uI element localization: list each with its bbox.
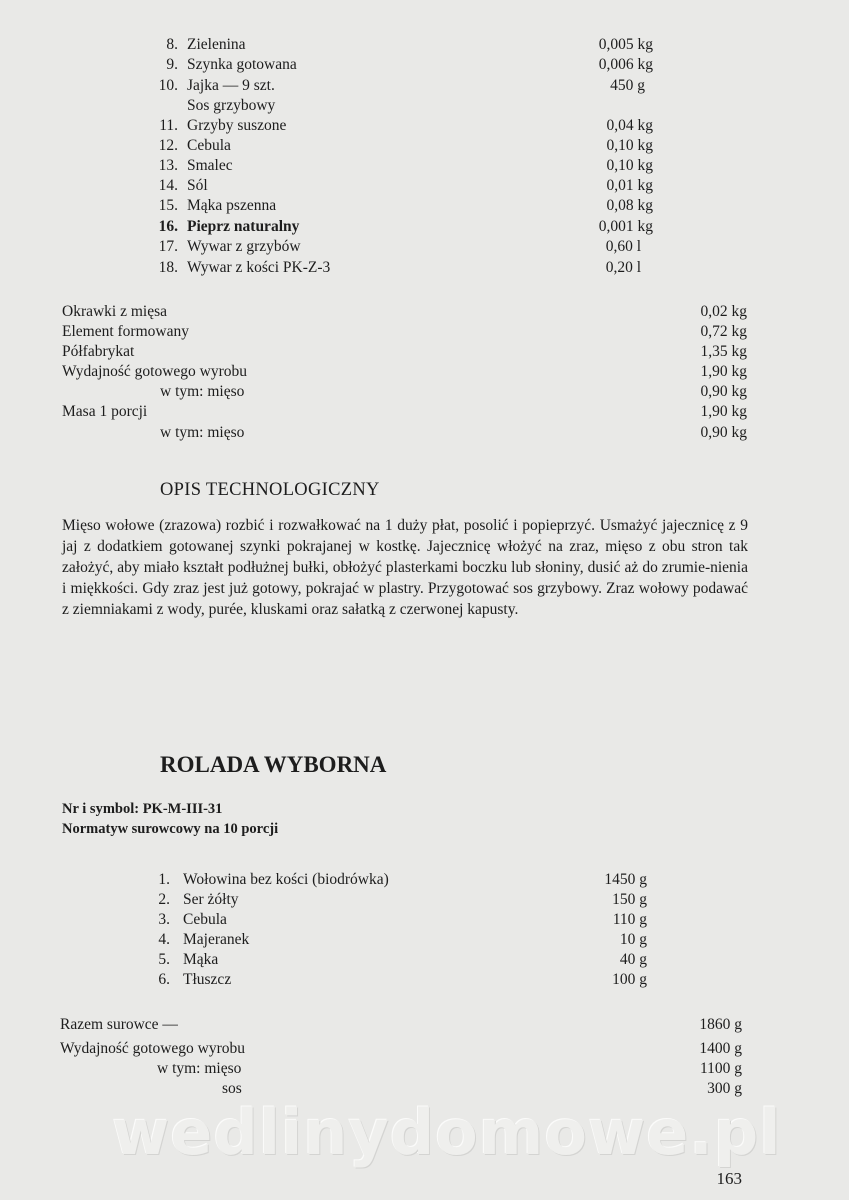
description-text: Mięso wołowe (zrazowa) rozbić i rozwałkować na 1 duży płat, posolić i popieprzyć. Usmażyć jajecznicę z 9 jaj z dodatkiem gotowanej szynki pokrajanej w kostkę. Jajecznicę włożyć na zraz, mięso z obu stron tak założyć, aby miało kształt podłużnej bułki, obłożyć plasterkami boczku lub słoniny, dusić aż do zrumie-nienia i miękkości. Gdy zraz jest już gotowy, pokrajać w plastry. Przygotować sos grzybowy. Zraz wołowy podawać z ziemniakami z wody, purée, kluskami oraz sałatką z czerwonej kapusty. (62, 517, 748, 618)
item-name: Cebula (187, 137, 231, 154)
item-number: 10. (158, 77, 178, 94)
summary-row (0, 322, 849, 342)
summary-value: 0,02 kg (700, 303, 747, 320)
summary-row (0, 302, 849, 322)
summary-value: 1,90 kg (700, 403, 747, 420)
item-quantity: 100 g (612, 971, 647, 988)
summary-value: 1,90 kg (700, 363, 747, 380)
item-name: Smalec (187, 157, 233, 174)
summary-value: 1,35 kg (700, 343, 747, 360)
summary-label: w tym: mięso (160, 383, 245, 400)
ingredient-row (0, 76, 849, 96)
item-name: Ser żółty (183, 891, 239, 908)
summary-label: sos (222, 1080, 242, 1097)
item-number: 16. (158, 218, 178, 235)
item-quantity: 0,001 kg (598, 218, 653, 235)
item-number: 11. (159, 117, 178, 134)
summary-row (0, 402, 849, 422)
summary-row (0, 423, 849, 443)
item-name: Tłuszcz (183, 971, 232, 988)
item-number: 12. (158, 137, 178, 154)
item-name: Majeranek (183, 931, 250, 948)
item-quantity: 0,006 kg (598, 56, 653, 73)
ingredient-row (0, 237, 849, 257)
item-quantity: 0,04 kg (606, 117, 653, 134)
summary-label: Wydajność gotowego wyrobu (62, 363, 248, 380)
summary-label: w tym: mięso (160, 424, 245, 441)
item-name: Pieprz naturalny (187, 218, 300, 235)
summary-row (0, 1059, 849, 1079)
item-name: Mąka (183, 951, 219, 968)
summary-row (0, 1015, 849, 1035)
item-name: Sól (187, 177, 208, 194)
item-name: Cebula (183, 911, 227, 928)
ingredient-row (0, 950, 849, 970)
summary-label: w tym: mięso (157, 1060, 242, 1077)
summary-value: 1100 g (699, 1060, 742, 1077)
item-quantity: 450 g (610, 77, 645, 94)
item-number: 18. (158, 259, 178, 276)
summary-row (0, 342, 849, 362)
ingredient-row (0, 217, 849, 237)
page-number: 163 (716, 1169, 742, 1188)
ingredient-row (0, 930, 849, 950)
item-number: 6. (158, 971, 170, 988)
item-name: Wołowina bez kości (biodrówka) (183, 871, 389, 888)
recipe-norm: Normatyw surowcowy na 10 porcji (62, 821, 279, 837)
item-number: 3. (158, 911, 170, 928)
item-name: Mąka pszenna (187, 197, 277, 214)
item-number: 4. (158, 931, 170, 948)
item-number: 13. (158, 157, 178, 174)
item-quantity: 10 g (619, 931, 647, 948)
summary-row (0, 362, 849, 382)
ingredient-row (0, 196, 849, 216)
item-number: 8. (166, 36, 178, 53)
ingredient-row (0, 258, 849, 278)
ingredient-row (0, 136, 849, 156)
technology-description (62, 515, 748, 620)
item-quantity: 0,08 kg (606, 197, 653, 214)
item-number: 15. (158, 197, 178, 214)
summary-label: Półfabrykat (62, 343, 135, 360)
summary-label: Razem surowce — (60, 1016, 178, 1033)
ingredient-row (0, 35, 849, 55)
item-name: Wywar z kości PK-Z-3 (187, 259, 331, 276)
summary-label: Okrawki z mięsa (62, 303, 168, 320)
ingredient-subheading (0, 96, 849, 116)
summary-value: 1860 g (699, 1016, 742, 1033)
item-number: 2. (158, 891, 170, 908)
summary-value: 0,90 kg (700, 383, 747, 400)
ingredient-row (0, 156, 849, 176)
item-quantity: 0,005 kg (598, 36, 653, 53)
item-quantity: 0,20 l (605, 259, 641, 276)
item-quantity: 0,10 kg (606, 137, 653, 154)
summary-label: Masa 1 porcji (62, 403, 148, 420)
ingredient-row (0, 55, 849, 75)
item-name: Zielenina (187, 36, 246, 53)
item-number: 5. (158, 951, 170, 968)
watermark: wedlinydomowe.pl (112, 1096, 782, 1169)
summary-value: 0,90 kg (700, 424, 747, 441)
item-number: 17. (158, 238, 178, 255)
item-quantity: 0,01 kg (606, 177, 653, 194)
summary-value: 300 g (707, 1080, 742, 1097)
summary-value: 1400 g (699, 1040, 742, 1057)
ingredient-row (0, 870, 849, 890)
item-number: 14. (158, 177, 178, 194)
recipe-symbol: Nr i symbol: PK-M-III-31 (62, 801, 223, 817)
item-number: 9. (166, 56, 178, 73)
item-number: 1. (158, 871, 170, 888)
item-name: Sos grzybowy (187, 97, 276, 114)
item-quantity: 0,10 kg (606, 157, 653, 174)
item-name: Szynka gotowana (187, 56, 297, 73)
ingredient-row (0, 910, 849, 930)
recipe-title: ROLADA WYBORNA (160, 752, 387, 777)
summary-row (0, 382, 849, 402)
item-name: Grzyby suszone (187, 117, 287, 134)
summary-label: Wydajność gotowego wyrobu (60, 1040, 246, 1057)
ingredient-row (0, 116, 849, 136)
item-quantity: 110 g (612, 911, 647, 928)
item-name: Wywar z grzybów (187, 238, 301, 255)
item-quantity: 1450 g (604, 871, 647, 888)
summary-value: 0,72 kg (700, 323, 747, 340)
summary-row (0, 1039, 849, 1059)
item-quantity: 150 g (612, 891, 647, 908)
ingredient-row (0, 970, 849, 990)
ingredient-row (0, 176, 849, 196)
item-quantity: 0,60 l (605, 238, 641, 255)
ingredient-row (0, 890, 849, 910)
item-quantity: 40 g (619, 951, 647, 968)
section-heading: OPIS TECHNOLOGICZNY (160, 480, 380, 500)
summary-label: Element formowany (62, 323, 189, 340)
item-name: Jajka — 9 szt. (187, 77, 275, 94)
